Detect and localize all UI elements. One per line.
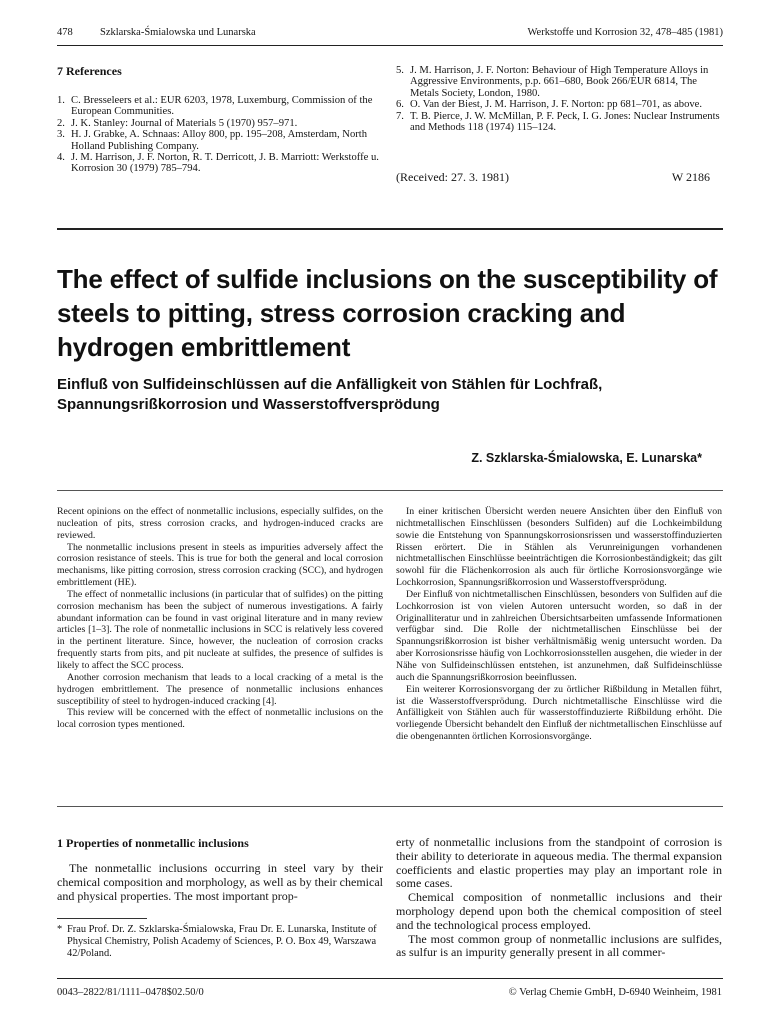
- article-title: The effect of sulfide inclusions on the susceptibility of steels to pitting, stress corrosion cracking and hydrogen embrittlement: [57, 264, 718, 362]
- reference-item: 6. O. Van der Biest, J. M. Harrison, J. F. Norton: pp 681–701, as above.: [396, 99, 703, 111]
- body-paragraph: erty of nonmetallic inclusions from the standpoint of corrosion is their ability to deteriorate in aqueous media. The thermal expansion coefficients and elastic properties may play an important role in some cases.: [396, 835, 722, 891]
- received-date: (Received: 27. 3. 1981): [396, 170, 509, 184]
- footnote-text: Frau Prof. Dr. Z. Szklarska-Śmialowska, Frau Dr. E. Lunarska, Institute of Physical Chemistry, Polish Academy of Sciences, P. O. Box 49, Warszawa 42/Poland.: [67, 924, 377, 959]
- section-body-left: [57, 862, 383, 903]
- footnote-rule: [57, 918, 147, 919]
- body-paragraph: The nonmetallic inclusions occurring in steel vary by their chemical composition and morphology, as well as by their chemical and physical properties. The most important prop-: [57, 861, 383, 903]
- reference-item: 3. H. J. Grabke, A. Schnaas: Alloy 800, pp. 195–208, Amsterdam, North Holland Publishing Company.: [57, 129, 368, 152]
- references-left-column: [57, 95, 383, 175]
- reference-item: 4. J. M. Harrison, J. F. Norton, R. T. Derricott, J. B. Marriott: Werkstoffe u. Korrosion 30 (1979) 785–794.: [57, 152, 379, 175]
- abstract-paragraph: Der Einfluß von nichtmetallischen Einschlüssen, besonders von Sulfiden auf die Lochkorrosion ist von vielen Autoren untersucht worden, so daß in der Originalliteratur und in zahlreichen Übersichtsarbeiten umfassende Informationen verfügbar sind. Die Rolle der nichtmetallischen Einschlüsse bei der Spannungsrißkorrosion ist bisher verhältnismäßig wenig untersucht worden. Da aber Korrosionsrisse häufig von Lochkorrosionsstellen ausgehen, die wieder in der Nähe von Sulfideinschlüssen entstehen, ist anzunehmen, daß Sulfideinschlüsse auch die Spannungsrißkorrosion beeinflussen.: [396, 588, 722, 683]
- footer-publisher: © Verlag Chemie GmbH, D-6940 Weinheim, 1981: [508, 987, 722, 998]
- reference-item: 2. J. K. Stanley: Journal of Materials 5 (1970) 957–971.: [57, 117, 298, 129]
- abstract-paragraph: The effect of nonmetallic inclusions (in particular that of sulfides) on the pitting corrosion mechanism has been the subject of numerous investigations. A fairly abundant information can be found in vast original literature and in many review articles [1–3]. The role of nonmetallic inclusions in SCC is relatively less covered in the pertinent literature. Since, however, the nucleation of corrosion cracks frequently starts from pits, and pit nucleate at sulfides, the presence of sulfides is likely to affect the SCC process.: [57, 588, 383, 671]
- abstract-german: [396, 506, 722, 743]
- article-subtitle-german: Einfluß von Sulfideinschlüssen auf die Anfälligkeit von Stählen für Lochfraß, Spannungsrißkorrosion und Wasserstoffversprödung: [57, 376, 603, 413]
- footnote: [57, 924, 383, 960]
- reference-item: 7. T. B. Pierce, J. W. McMillan, P. F. Peck, I. G. Jones: Nuclear Instruments and Methods 118 (1974) 115–124.: [396, 110, 720, 134]
- header-rule: [57, 45, 723, 46]
- reference-item: 1. C. Bresseleers et al.: EUR 6203, 1978, Luxemburg, Commission of the European Communities.: [57, 95, 373, 118]
- abstract-paragraph: This review will be concerned with the effect of nonmetallic inclusions on the local corrosion types mentioned.: [57, 707, 383, 731]
- article-code: W 2186: [671, 170, 710, 184]
- body-paragraph: Chemical composition of nonmetallic inclusions and their morphology depend upon both the chemical composition of steel and the technological process employed.: [396, 890, 722, 932]
- abstract-paragraph: Another corrosion mechanism that leads to a local cracking of a metal is the hydrogen embrittlement. The presence of nonmetallic inclusions enhances susceptibility of steel to hydrogen-induced cracking [4].: [57, 671, 383, 707]
- running-authors: Szklarska-Śmialowska und Lunarska: [100, 27, 256, 38]
- section-heading: 1 Properties of nonmetallic inclusions: [57, 836, 249, 850]
- abstract-paragraph: In einer kritischen Übersicht werden neuere Ansichten über den Einfluß von nichtmetallischen Einschlüssen (besonders Sulfiden) auf die Lochkeimbildung sowie die Entstehung von Spannungskorrosionsrissen und wasserstoffinduzierten Rissen erörtert. Die in Stählen als Verunreinigungen vorhandenen nichtmetallischen Einschlüsse beeinträchtigen die Korrosionbeständigkeit; das gilt sowohl für die Flächenkorrosion als auch für örtliche Korrosionsvorgänge wie Lochkorrosion, Spannungsrißkorrosion und Wasserstoffversprödung.: [396, 506, 722, 589]
- abstract-english: [57, 506, 383, 731]
- abstract-paragraph: The nonmetallic inclusions present in steels as impurities adversely affect the corrosion resistance of steels. This is true for both the general and local corrosion mechanisms, like pitting corrosion, stress corrosion cracking (SCC), and hydrogen embrittlement (HE).: [57, 541, 383, 589]
- journal-citation: Werkstoffe und Korrosion 32, 478–485 (1981): [527, 27, 723, 38]
- footnote-marker: *: [57, 924, 63, 935]
- references-right-column: [396, 65, 722, 133]
- footer-rule: [57, 978, 723, 979]
- abstract-paragraph: Ein weiterer Korrosionsvorgang der zu örtlicher Rißbildung in Metallen führt, ist die Wasserstoffversprödung. Durch nichtmetallische Einschlüsse wird die Anfälligkeit von Stählen auch für wasserstoffinduzierte Rißbildung erhöht. Die vorliegende Übersicht behandelt den Einfluß der nichtmetallischen Einschlüsse auf die obengenannten örtlichen Korrosionsvorgänge.: [396, 683, 722, 743]
- section-body-right: [396, 836, 722, 960]
- body-paragraph: The most common group of nonmetallic inclusions are sulfides, as sulfur is an impurity generally present in all commer-: [396, 931, 722, 960]
- references-heading: 7 References: [57, 64, 122, 78]
- article-separator-rule: [57, 228, 723, 230]
- footer-code: 0043–2822/81/1111–0478$02.50/0: [57, 987, 204, 998]
- abstract-top-rule: [57, 490, 723, 491]
- article-authors: Z. Szklarska-Śmialowska, E. Lunarska*: [471, 451, 702, 465]
- reference-item: 5. J. M. Harrison, J. F. Norton: Behaviour of High Temperature Alloys in Aggressive Environments, p.p. 661–680, Book 266/EUR 6814, The Metals Society, London, 1980.: [396, 65, 709, 99]
- abstract-paragraph: Recent opinions on the effect of nonmetallic inclusions, especially sulfides, on the nucleation of pits, stress corrosion cracks, and hydrogen-induced cracks are reviewed.: [57, 506, 383, 541]
- page-number: 478: [57, 27, 73, 38]
- abstract-bottom-rule: [57, 806, 723, 807]
